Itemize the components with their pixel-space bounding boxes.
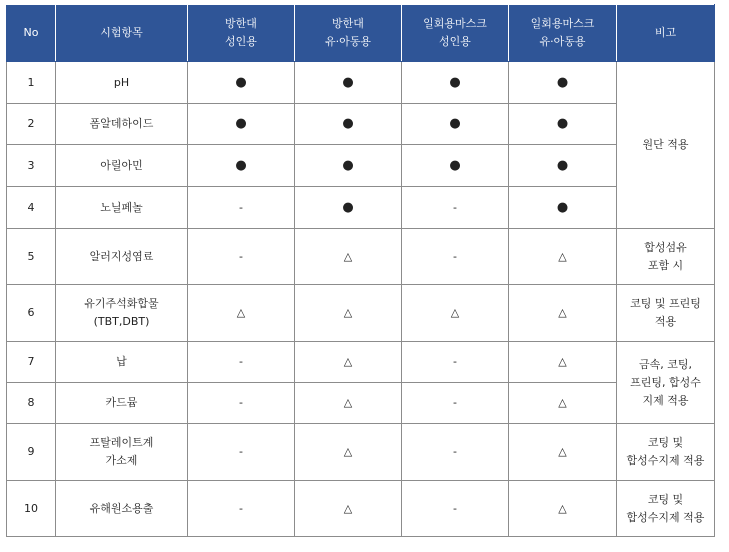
mark-cell: ● [509, 62, 617, 104]
mark-cell: △ [509, 342, 617, 383]
mark-cell: - [402, 383, 509, 424]
row-number: 5 [7, 229, 56, 285]
mark-cell: ● [295, 145, 402, 187]
header-disposable-mask-adult: 일회용마스크 성인용 [402, 5, 509, 62]
mark-cell: △ [295, 424, 402, 481]
table-row [7, 187, 715, 229]
mark-cell: ● [295, 104, 402, 145]
mark-cell: ● [295, 187, 402, 229]
mark-cell: ● [188, 145, 295, 187]
mark-cell: - [188, 342, 295, 383]
mark-cell: - [402, 424, 509, 481]
row-number: 9 [7, 424, 56, 481]
mark-cell: - [402, 229, 509, 285]
mark-cell: △ [188, 285, 295, 342]
test-item: 유기주석화합물 (TBT,DBT) [56, 285, 188, 342]
test-item: 납 [56, 342, 188, 383]
mark-cell: ● [509, 145, 617, 187]
mark-cell: ● [509, 104, 617, 145]
mark-cell: - [188, 187, 295, 229]
mark-cell: △ [295, 481, 402, 537]
mark-cell: ● [402, 104, 509, 145]
mark-cell: - [188, 229, 295, 285]
header-test-item: 시험항목 [56, 5, 188, 62]
header-winter-mask-adult: 방한대 성인용 [188, 5, 295, 62]
mark-cell: △ [509, 481, 617, 537]
table-row [7, 145, 715, 187]
mark-cell: - [402, 342, 509, 383]
remark-cell: 합성섬유 포함 시 [617, 229, 715, 285]
test-item: 유해원소용출 [56, 481, 188, 537]
table-row [7, 481, 715, 537]
remark-cell: 코팅 및 프린팅 적용 [617, 285, 715, 342]
mark-cell: - [402, 481, 509, 537]
row-number: 10 [7, 481, 56, 537]
mark-cell: - [188, 383, 295, 424]
test-item: 노닐페놀 [56, 187, 188, 229]
table-row [7, 62, 715, 104]
mark-cell: △ [509, 229, 617, 285]
remark-cell: 금속, 코팅, 프린팅, 합성수 지제 적용 [617, 342, 715, 424]
row-number: 2 [7, 104, 56, 145]
mark-cell: ● [188, 104, 295, 145]
row-number: 3 [7, 145, 56, 187]
header-no: No [7, 5, 56, 62]
test-item: 아릴아민 [56, 145, 188, 187]
mark-cell: ● [402, 62, 509, 104]
mark-cell: - [188, 481, 295, 537]
mark-cell: - [188, 424, 295, 481]
table-row [7, 342, 715, 383]
header-winter-mask-child: 방한대 유·아동용 [295, 5, 402, 62]
row-number: 4 [7, 187, 56, 229]
header-disposable-mask-child: 일회용마스크 유·아동용 [509, 5, 617, 62]
mark-cell: ● [402, 145, 509, 187]
table-row [7, 383, 715, 424]
remark-cell: 코팅 및 합성수지제 적용 [617, 481, 715, 537]
header-remarks: 비고 [617, 5, 715, 62]
mark-cell: △ [509, 285, 617, 342]
mark-cell: △ [509, 424, 617, 481]
test-item: 프탈레이트계 가소제 [56, 424, 188, 481]
table-row [7, 285, 715, 342]
table-row [7, 104, 715, 145]
table-row [7, 229, 715, 285]
mark-cell: ● [509, 187, 617, 229]
row-number: 7 [7, 342, 56, 383]
row-number: 8 [7, 383, 56, 424]
mark-cell: △ [295, 383, 402, 424]
remark-cell: 원단 적용 [617, 62, 715, 229]
mark-cell: △ [402, 285, 509, 342]
mark-cell: △ [295, 229, 402, 285]
mark-cell: △ [295, 285, 402, 342]
test-item: 폼알데하이드 [56, 104, 188, 145]
mark-cell: ● [188, 62, 295, 104]
mark-cell: ● [295, 62, 402, 104]
row-number: 1 [7, 62, 56, 104]
remark-cell: 코팅 및 합성수지제 적용 [617, 424, 715, 481]
table-row [7, 424, 715, 481]
row-number: 6 [7, 285, 56, 342]
mark-cell: △ [509, 383, 617, 424]
test-item: 카드뮴 [56, 383, 188, 424]
test-item: pH [56, 62, 188, 104]
header-row [7, 5, 715, 62]
test-items-table [6, 4, 715, 537]
test-item: 알러지성염료 [56, 229, 188, 285]
mark-cell: - [402, 187, 509, 229]
mark-cell: △ [295, 342, 402, 383]
